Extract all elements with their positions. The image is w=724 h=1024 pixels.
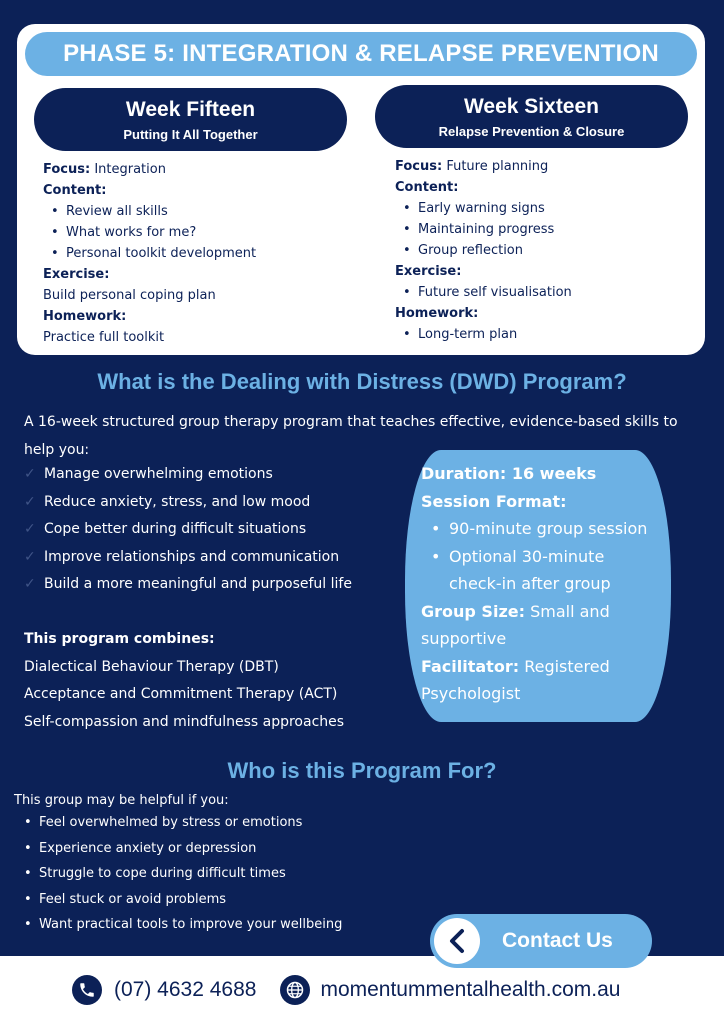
program-info-panel (405, 450, 671, 722)
week-subtitle: Relapse Prevention & Closure (438, 124, 625, 139)
benefit-item: ✓ Cope better during difficult situations (24, 516, 394, 544)
week-fifteen-body (34, 159, 347, 348)
phase-title: PHASE 5: INTEGRATION & RELAPSE PREVENTION (25, 32, 697, 76)
list-item: • Early warning signs (403, 198, 688, 219)
list-item: • Experience anxiety or depression (24, 836, 424, 862)
list-item: • Review all skills (51, 201, 347, 222)
list-item: • What works for me? (51, 222, 347, 243)
globe-icon (280, 975, 310, 1005)
benefit-item: ✓ Improve relationships and communication (24, 544, 394, 572)
who-intro: This group may be helpful if you: (14, 793, 229, 808)
week-sixteen-pill (375, 85, 688, 148)
phone-number[interactable]: (07) 4632 4688 (114, 978, 257, 1001)
week-sixteen-column (375, 85, 688, 345)
week-subtitle: Putting It All Together (123, 127, 258, 142)
chevron-left-icon (434, 918, 480, 964)
dwd-heading: What is the Dealing with Distress (DWD) Program? (97, 369, 627, 394)
phase-card (17, 24, 705, 355)
list-item: • Maintaining progress (403, 219, 688, 240)
content-label: Content: (395, 180, 459, 195)
combines-heading: This program combines: (24, 631, 215, 647)
benefit-item: ✓ Manage overwhelming emotions (24, 461, 394, 489)
contact-us-label: Contact Us (502, 929, 613, 952)
dwd-intro: A 16-week structured group therapy program that teaches effective, evidence-based skills to help you: (24, 414, 678, 458)
group-size: Group Size: Small and supportive (421, 601, 610, 648)
list-item: • Want practical tools to improve your wellbeing (24, 912, 424, 938)
focus-value: Future planning (446, 159, 549, 174)
who-heading: Who is this Program For? (227, 758, 497, 783)
check-icon: ✓ (24, 548, 36, 565)
phone-icon (72, 975, 102, 1005)
list-item: • 90-minute group session (431, 515, 659, 543)
check-icon: ✓ (24, 576, 36, 592)
combines-item: Acceptance and Commitment Therapy (ACT) (24, 686, 338, 702)
homework-label: Homework: (43, 309, 127, 324)
list-item: • Long-term plan (403, 324, 688, 345)
week-title: Week Sixteen (463, 95, 599, 118)
check-icon: ✓ (24, 466, 36, 482)
focus-label: Focus: (43, 162, 91, 177)
list-item: • Feel overwhelmed by stress or emotions (24, 810, 424, 836)
duration: Duration: 16 weeks (421, 464, 597, 483)
list-item: • Feel stuck or avoid problems (24, 887, 424, 913)
content-list (43, 201, 347, 264)
combines-item: Dialectical Behaviour Therapy (DBT) (24, 658, 279, 675)
session-format-list (421, 515, 659, 598)
check-icon: ✓ (24, 521, 36, 537)
session-format-label: Session Format: (421, 491, 567, 511)
list-item: • Optional 30-minute check-in after group (431, 543, 659, 598)
list-item: • Group reflection (403, 240, 688, 261)
benefit-item: ✓ Reduce anxiety, stress, and low mood (24, 489, 394, 517)
who-list (24, 810, 424, 938)
list-item: • Personal toolkit development (51, 243, 347, 264)
contact-us-button[interactable] (430, 914, 652, 968)
focus-row (395, 156, 688, 177)
homework-text: Practice full toolkit (43, 330, 165, 345)
focus-label: Focus: (395, 159, 443, 174)
week-fifteen-column (34, 88, 347, 348)
exercise-list (395, 282, 688, 303)
week-sixteen-body (375, 156, 688, 345)
content-label: Content: (43, 183, 107, 198)
benefit-item: ✓ Build a more meaningful and purposeful life (24, 571, 394, 599)
combines-block (24, 626, 394, 736)
list-item: • Struggle to cope during difficult times (24, 861, 424, 887)
benefit-list (24, 461, 394, 599)
website-link[interactable]: momentummentalhealth.com.au (320, 978, 621, 1001)
exercise-label: Exercise: (43, 267, 110, 282)
week-fifteen-pill (34, 88, 347, 151)
week-title: Week Fifteen (125, 98, 256, 121)
homework-label: Homework: (395, 306, 479, 321)
focus-value: Integration (94, 162, 166, 177)
exercise-text: Build personal coping plan (43, 288, 216, 303)
facilitator: Facilitator: Registered Psychologist (421, 656, 610, 703)
check-icon: ✓ (24, 493, 36, 510)
combines-item: Self-compassion and mindfulness approaches (24, 713, 345, 730)
exercise-label: Exercise: (395, 264, 462, 279)
list-item: • Future self visualisation (403, 282, 688, 303)
content-list (395, 198, 688, 261)
homework-list (395, 324, 688, 345)
focus-row (43, 159, 347, 180)
